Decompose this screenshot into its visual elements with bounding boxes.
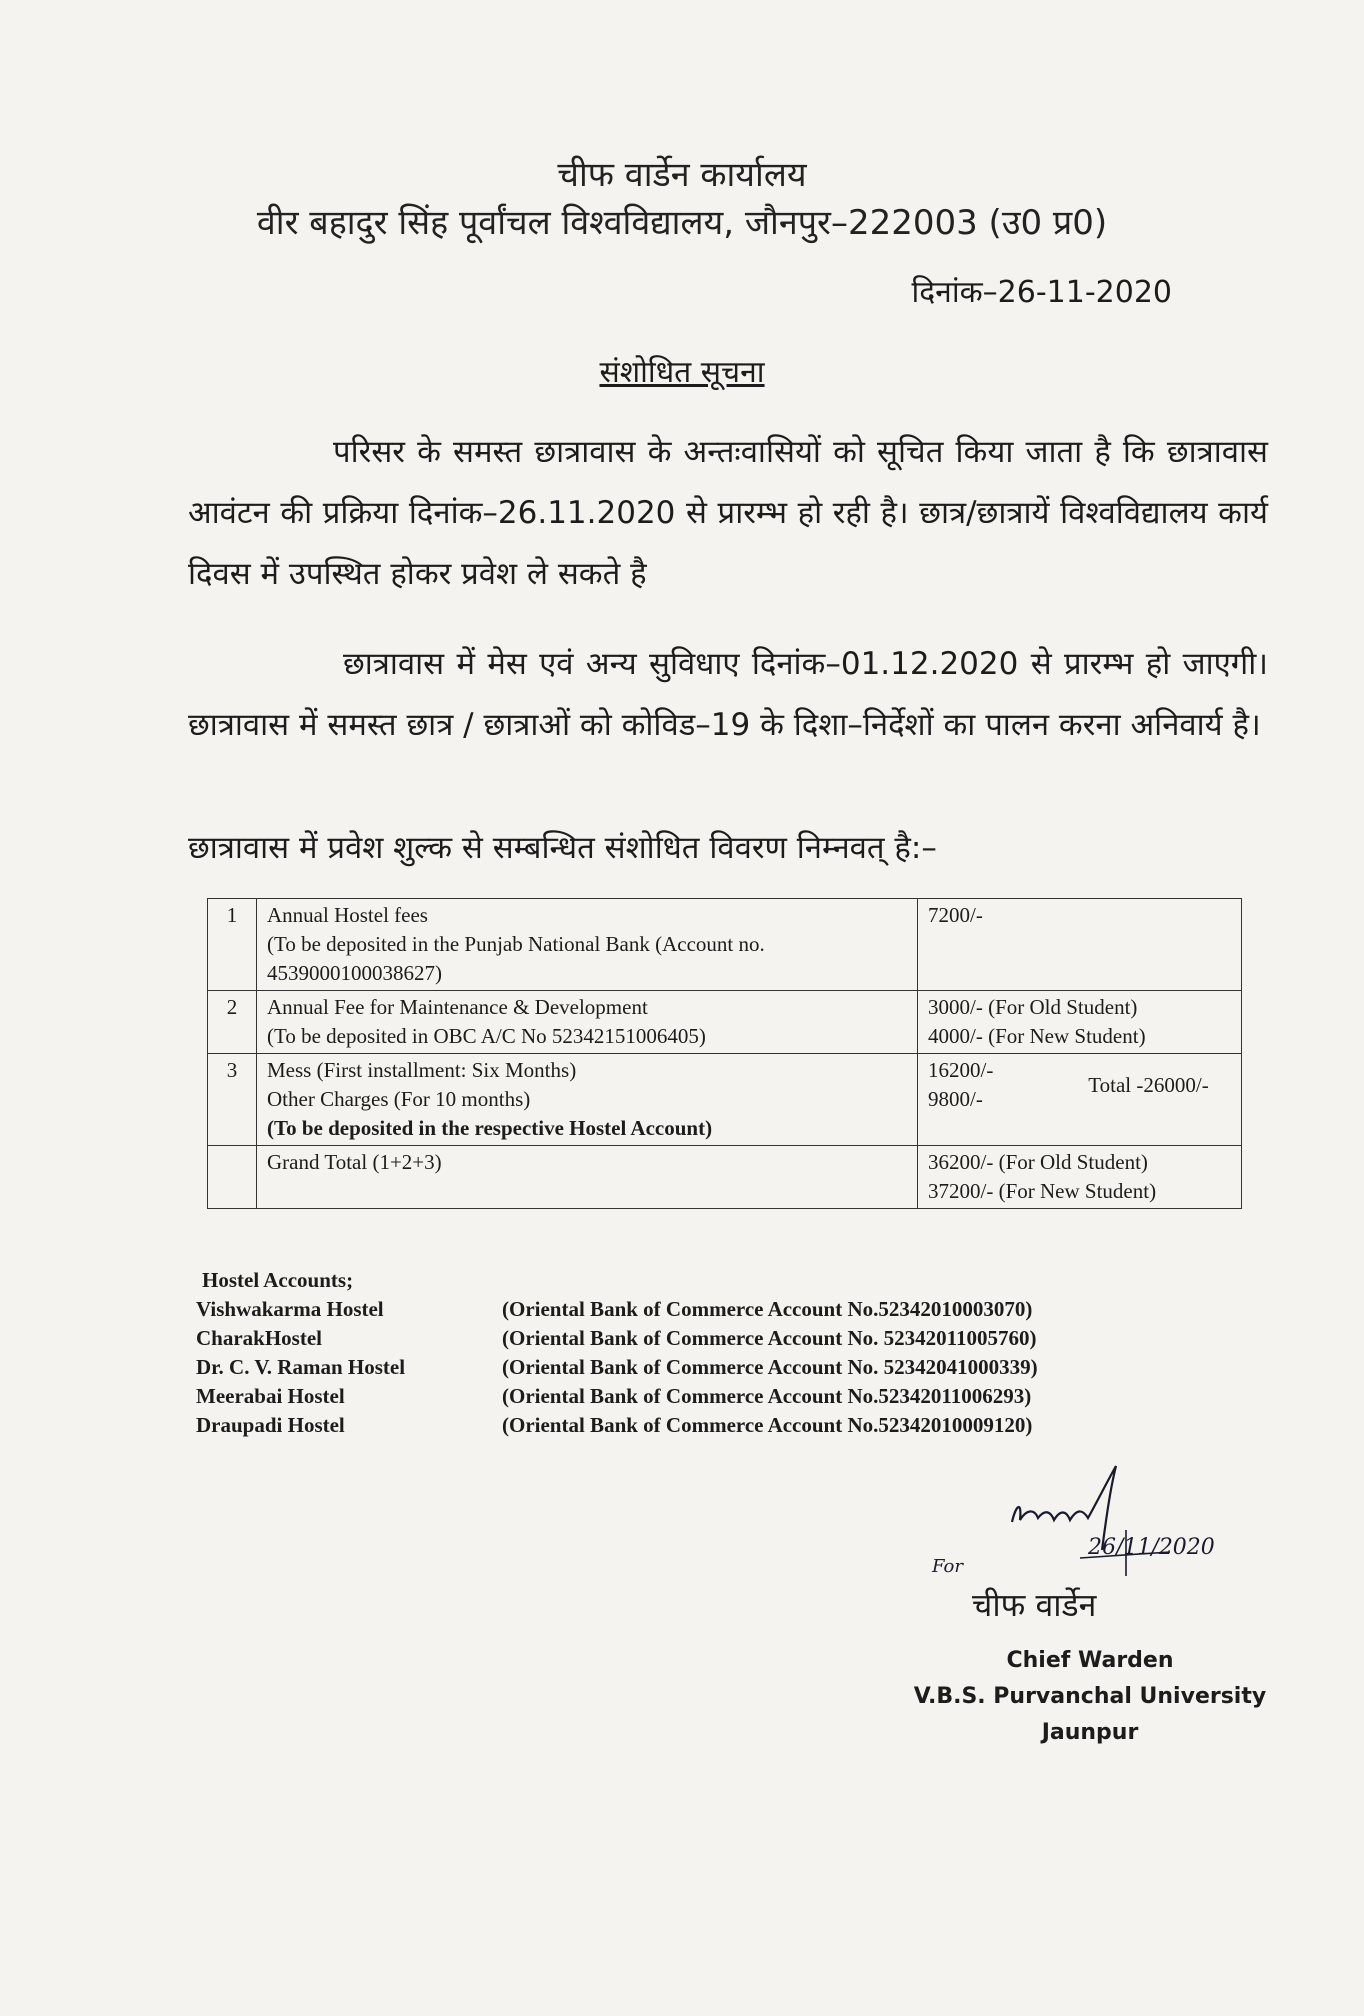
mess-amount-split bbox=[918, 1054, 1241, 1116]
list-item bbox=[196, 1382, 1196, 1411]
table-row bbox=[208, 899, 1242, 991]
paragraph-fee-intro: छात्रावास में प्रवेश शुल्क से सम्बन्धित संशोधित विवरण निम्नवत् है:– bbox=[188, 830, 937, 866]
fee-amount bbox=[918, 1054, 1242, 1146]
fee-line: Annual Hostel fees bbox=[267, 903, 428, 927]
amount-line: 16200/- bbox=[928, 1058, 994, 1082]
grand-total-amount bbox=[918, 1146, 1242, 1209]
amount-line: 3000/- (For Old Student) bbox=[928, 995, 1138, 1019]
signature-date: 26/11/2020 bbox=[1088, 1535, 1215, 1560]
fee-description bbox=[257, 899, 918, 991]
hostel-name: Dr. C. V. Raman Hostel bbox=[196, 1355, 406, 1379]
signatory-city: Jaunpur bbox=[1041, 1720, 1139, 1745]
fee-line: Mess (First installment: Six Months) bbox=[267, 1058, 577, 1082]
hostel-accounts bbox=[196, 1266, 1196, 1440]
amount-line: 4000/- (For New Student) bbox=[928, 1024, 1146, 1048]
accounts-heading: Hostel Accounts; bbox=[202, 1268, 354, 1292]
hostel-name: Draupadi Hostel bbox=[196, 1413, 345, 1437]
hostel-account: (Oriental Bank of Commerce Account No.52342010009120) bbox=[502, 1413, 1033, 1437]
fee-line: (To be deposited in the Punjab National Bank (Account no. bbox=[267, 932, 765, 956]
notice-heading: संशोधित सूचना bbox=[599, 355, 765, 390]
hostel-name: Vishwakarma Hostel bbox=[196, 1297, 384, 1321]
paragraph-allotment: परिसर के समस्त छात्रावास के अन्तःवासियों को सूचित किया जाता है कि छात्रावास आवंटन की प्रक्रिया दिनांक–26.11.2020 से प्रारम्भ हो रही है। छात्र/छात्रायें विश्वविद्यालय कार्य दिवस में उपस्थित होकर प्रवेश ले सकते है bbox=[188, 434, 1268, 592]
hostel-account: (Oriental Bank of Commerce Account No.52342010003070) bbox=[502, 1297, 1033, 1321]
fee-amount: 7200/- bbox=[918, 899, 1242, 991]
signature-for-text: For bbox=[932, 1556, 963, 1577]
table-row bbox=[208, 1146, 1242, 1209]
paragraph-mess: छात्रावास में मेस एवं अन्य सुविधाए दिनांक–01.12.2020 से प्रारम्भ हो जाएगी। छात्रावास में समस्त छात्र / छात्राओं को कोविड–19 के दिशा–निर्देशों का पालन करना अनिवार्य है। bbox=[188, 646, 1268, 743]
amount-line: 9800/- bbox=[928, 1087, 983, 1111]
signatory-hindi-title: चीफ वार्डेन bbox=[972, 1586, 1097, 1624]
mess-total: Total -26000/- bbox=[1088, 1072, 1209, 1097]
fee-description bbox=[257, 1054, 918, 1146]
serial-number bbox=[208, 1146, 257, 1209]
fee-line: 4539000100038627) bbox=[267, 961, 442, 985]
serial-number: 2 bbox=[208, 991, 257, 1054]
hostel-name: Meerabai Hostel bbox=[196, 1384, 345, 1408]
notice-date: दिनांक–26-11-2020 bbox=[911, 275, 1172, 310]
university-title: वीर बहादुर सिंह पूर्वांचल विश्वविद्यालय, जौनपुर–222003 (उ0 प्र0) bbox=[256, 203, 1108, 243]
list-item bbox=[196, 1324, 1196, 1353]
amount-line: 36200/- (For Old Student) bbox=[928, 1150, 1148, 1174]
hostel-account: (Oriental Bank of Commerce Account No.52342011006293) bbox=[502, 1384, 1032, 1408]
serial-number: 3 bbox=[208, 1054, 257, 1146]
hostel-name: CharakHostel bbox=[196, 1326, 322, 1350]
fee-line: (To be deposited in the respective Hostel Account) bbox=[267, 1116, 713, 1140]
fee-table bbox=[207, 898, 1242, 1209]
fee-description bbox=[257, 991, 918, 1054]
handwritten-signature bbox=[930, 1460, 1290, 1580]
amount-line: 37200/- (For New Student) bbox=[928, 1179, 1157, 1203]
hostel-account: (Oriental Bank of Commerce Account No. 52342011005760) bbox=[502, 1326, 1037, 1350]
fee-line: (To be deposited in OBC A/C No 52342151006405) bbox=[267, 1024, 706, 1048]
office-title: चीफ वार्डेन कार्यालय bbox=[557, 155, 807, 195]
fee-line: Annual Fee for Maintenance & Development bbox=[267, 995, 648, 1019]
grand-total-label: Grand Total (1+2+3) bbox=[257, 1146, 918, 1209]
hostel-account: (Oriental Bank of Commerce Account No. 52342041000339) bbox=[502, 1355, 1038, 1379]
table-row bbox=[208, 1054, 1242, 1146]
mess-amounts bbox=[918, 1054, 1056, 1116]
list-item bbox=[196, 1353, 1196, 1382]
table-row bbox=[208, 991, 1242, 1054]
list-item bbox=[196, 1295, 1196, 1324]
signatory-university: V.B.S. Purvanchal University bbox=[913, 1684, 1267, 1709]
fee-amount bbox=[918, 991, 1242, 1054]
serial-number: 1 bbox=[208, 899, 257, 991]
list-item bbox=[196, 1411, 1196, 1440]
signatory-title: Chief Warden bbox=[1006, 1648, 1174, 1673]
fee-line: Other Charges (For 10 months) bbox=[267, 1087, 531, 1111]
